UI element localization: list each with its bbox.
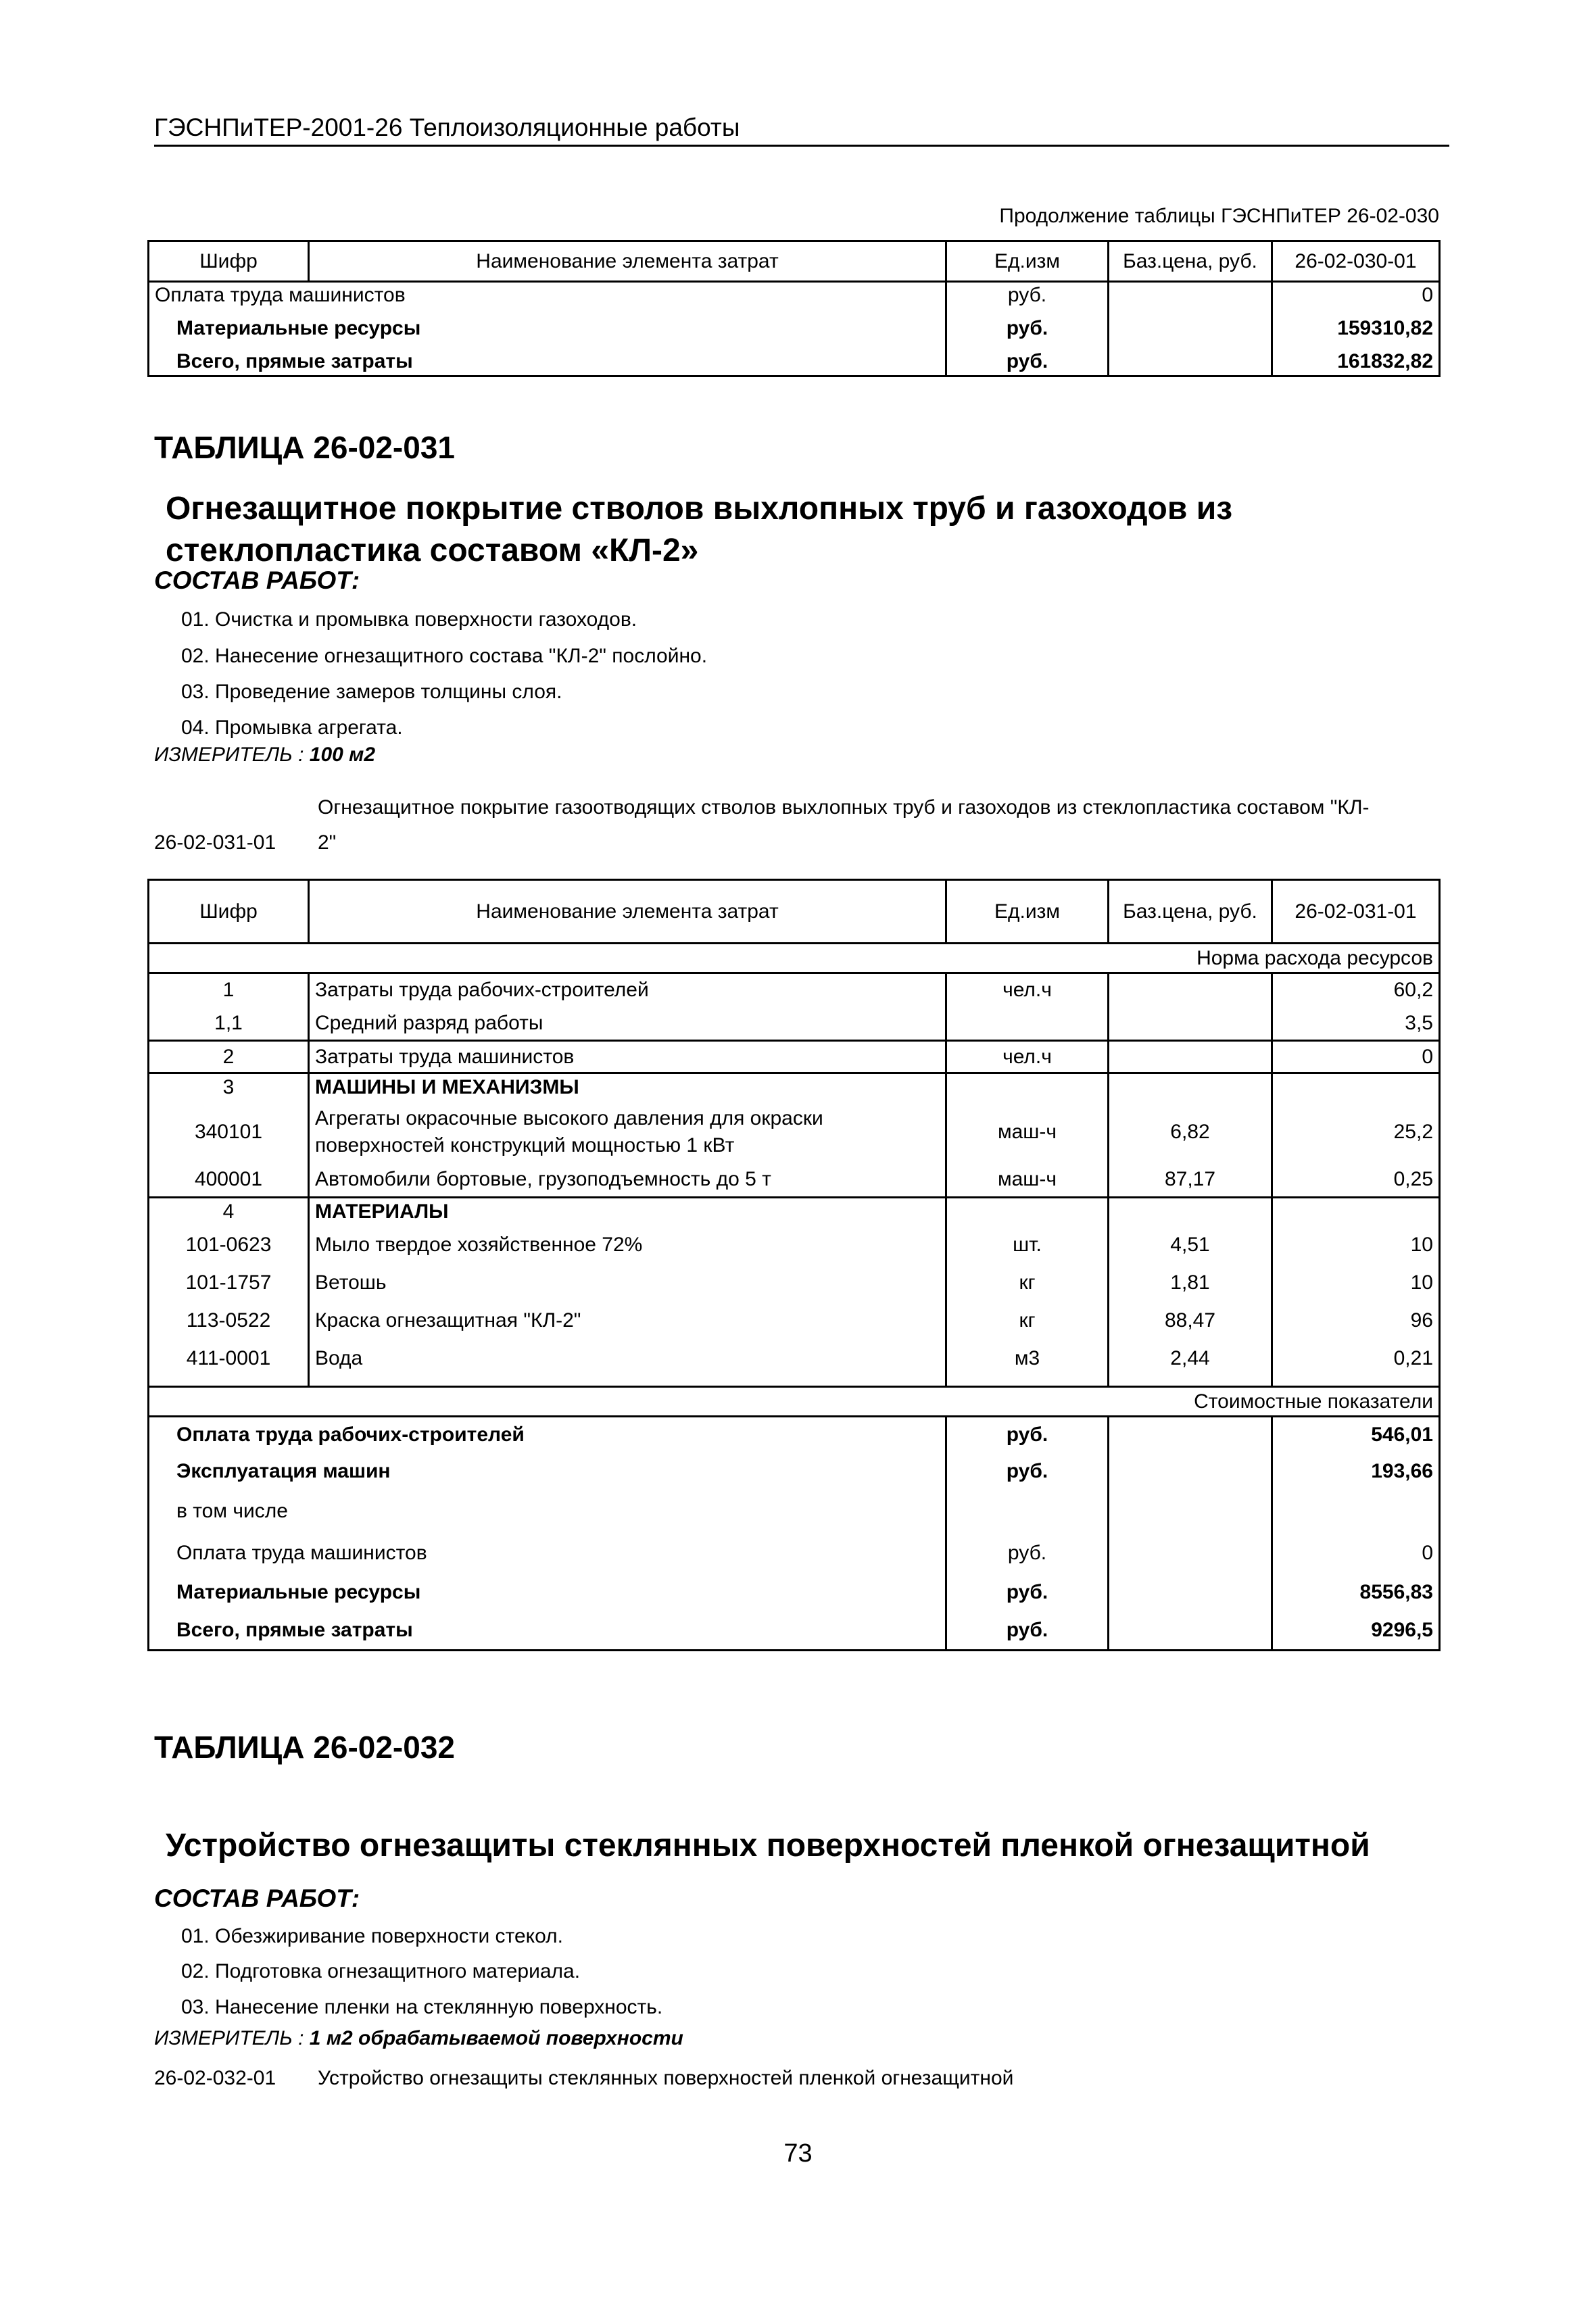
cost-row: Оплата труда рабочих-строителей руб. 546,01 bbox=[149, 1417, 1440, 1453]
col-code: Шифр bbox=[149, 880, 309, 944]
cost-row: Материальные ресурсы руб. 8556,83 bbox=[149, 1574, 1440, 1611]
table-subtitle-031: Огнезащитное покрытие стволов выхлопных труб и газоходов из стеклопластика составом «КЛ-2» bbox=[166, 491, 1233, 568]
table-continuation-label: Продолжение таблицы ГЭСНПиТЕР 26-02-030 bbox=[999, 205, 1439, 227]
sostav-label: СОСТАВ РАБОТ: bbox=[154, 566, 360, 594]
table-row: 340101 Агрегаты окрасочные высокого давления для окраски поверхностей конструкций мощностью 1 кВт маш-ч 6,82 25,2 bbox=[149, 1102, 1440, 1163]
table-26-02-031-01 bbox=[147, 879, 1441, 1651]
col-code-value: 26-02-030-01 bbox=[1272, 241, 1440, 282]
col-name: Наименование элемента затрат bbox=[309, 880, 946, 944]
cost-row: Оплата труда машинистов руб. 0 bbox=[149, 1533, 1440, 1574]
page-number: 73 bbox=[783, 2139, 813, 2168]
col-name: Наименование элемента затрат bbox=[309, 241, 946, 282]
table-row: Всего, прямые затраты руб. 161832,82 bbox=[149, 348, 1440, 376]
col-price: Баз.цена, руб. bbox=[1109, 241, 1272, 282]
table-row: 3 МАШИНЫ И МЕХАНИЗМЫ bbox=[149, 1073, 1440, 1102]
work-item: 02. Нанесение огнезащитного состава "КЛ-2" послойно. bbox=[181, 645, 708, 667]
code-label: 26-02-031-01 bbox=[154, 831, 276, 854]
table-title-032: ТАБЛИЦА 26-02-032 bbox=[154, 1730, 455, 1765]
cost-row: в том числе bbox=[149, 1490, 1440, 1533]
table-row: 411-0001 Вода м3 2,44 0,21 bbox=[149, 1340, 1440, 1378]
cost-row: Эксплуатация машин руб. 193,66 bbox=[149, 1453, 1440, 1490]
code-description: Устройство огнезащиты стеклянных поверхностей пленкой огнезащитной bbox=[318, 2067, 1014, 2089]
table-row: 101-0623 Мыло твердое хозяйственное 72% шт. 4,51 10 bbox=[149, 1226, 1440, 1264]
table-26-02-030-continuation bbox=[147, 240, 1441, 377]
work-item: 02. Подготовка огнезащитного материала. bbox=[181, 1960, 581, 1982]
work-item: 03. Нанесение пленки на стеклянную поверхность. bbox=[181, 1996, 663, 2018]
table-row: 113-0522 Краска огнезащитная "КЛ-2" кг 88,47 96 bbox=[149, 1302, 1440, 1340]
table-row: 1,1 Средний разряд работы 3,5 bbox=[149, 1007, 1440, 1041]
table-row: Оплата труда машинистов руб. 0 bbox=[149, 282, 1440, 309]
code-description-line2: 2" bbox=[318, 831, 337, 854]
table-subtitle-032: Устройство огнезащиты стеклянных поверхностей пленкой огнезащитной bbox=[166, 1828, 1370, 1863]
izmeritel: ИЗМЕРИТЕЛЬ : 100 м2 bbox=[154, 744, 376, 766]
col-code: Шифр bbox=[149, 241, 309, 282]
table-row: 400001 Автомобили бортовые, грузоподъемность до 5 т маш-ч 87,17 0,25 bbox=[149, 1163, 1440, 1198]
col-unit: Ед.изм bbox=[946, 880, 1109, 944]
izmeritel: ИЗМЕРИТЕЛЬ : 1 м2 обрабатываемой поверхности bbox=[154, 2027, 683, 2049]
sostav-label: СОСТАВ РАБОТ: bbox=[154, 1884, 360, 1912]
work-item: 01. Очистка и промывка поверхности газоходов. bbox=[181, 608, 637, 631]
running-header: ГЭСНПиТЕР-2001-26 Теплоизоляционные работы bbox=[154, 114, 1449, 147]
work-item: 03. Проведение замеров толщины слоя. bbox=[181, 681, 562, 703]
stoim-label: Стоимостные показатели bbox=[149, 1387, 1440, 1417]
table-row: 4 МАТЕРИАЛЫ bbox=[149, 1198, 1440, 1226]
table-title-031: ТАБЛИЦА 26-02-031 bbox=[154, 430, 455, 465]
izmeritel-value: 1 м2 обрабатываемой поверхности bbox=[309, 2027, 683, 2049]
norma-label: Норма расхода ресурсов bbox=[149, 944, 1440, 973]
col-unit: Ед.изм bbox=[946, 241, 1109, 282]
izmeritel-value: 100 м2 bbox=[309, 744, 376, 766]
code-label: 26-02-032-01 bbox=[154, 2067, 276, 2089]
col-price: Баз.цена, руб. bbox=[1109, 880, 1272, 944]
work-item: 01. Обезжиривание поверхности стекол. bbox=[181, 1925, 563, 1947]
table-row: 1 Затраты труда рабочих-строителей чел.ч 60,2 bbox=[149, 973, 1440, 1007]
work-item: 04. Промывка агрегата. bbox=[181, 716, 403, 739]
cost-row: Всего, прямые затраты руб. 9296,5 bbox=[149, 1611, 1440, 1651]
table-row: 101-1757 Ветошь кг 1,81 10 bbox=[149, 1264, 1440, 1302]
col-code-value: 26-02-031-01 bbox=[1272, 880, 1440, 944]
table-row: Материальные ресурсы руб. 159310,82 bbox=[149, 309, 1440, 348]
code-description-line1: Огнезащитное покрытие газоотводящих стволов выхлопных труб и газоходов из стеклопластика составом "КЛ- bbox=[318, 796, 1370, 819]
table-row: 2 Затраты труда машинистов чел.ч 0 bbox=[149, 1041, 1440, 1073]
